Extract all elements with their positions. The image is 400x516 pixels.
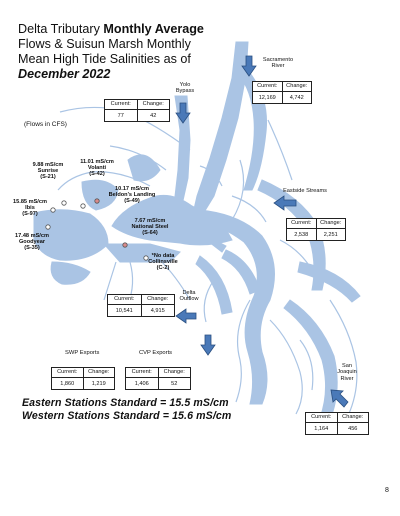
label-san-joaquin-river: San Joaquin River [337, 363, 357, 382]
station-label-s64: 7.67 mS/cm National Steel (S-64) [131, 218, 169, 237]
flow-box-eastside: Current: 2,538 Change: 2,251 [286, 218, 346, 241]
station-label-s42: 11.01 mS/cm Volanti (S-42) [80, 159, 114, 178]
label-swp-exports: SWP Exports [65, 350, 100, 356]
station-label-s21: 9.88 mS/cm Sunrise (S-21) [32, 162, 64, 181]
units-note: (Flows in CFS) [24, 121, 67, 128]
yolo-current: 77 [117, 113, 124, 119]
sanjoaquin-current: 1,164 [314, 426, 329, 432]
cvp-change: 52 [171, 381, 178, 387]
outflow-current: 10,541 [115, 308, 133, 314]
western-standard: Western Stations Standard = 15.6 mS/cm [22, 410, 232, 422]
label-delta-outflow: Delta Outflow [179, 290, 199, 303]
title-line1-prefix: Delta Tributary [18, 22, 104, 36]
label-eastside-streams: Eastside Streams [283, 188, 327, 194]
label-cvp-exports: CVP Exports [139, 350, 173, 356]
arrow-left-outflow [176, 309, 196, 323]
swp-change: 1,219 [91, 381, 106, 387]
station-marker-s35 [46, 225, 50, 229]
station-label-s97: 15.85 mS/cm Ibis (S-97) [13, 199, 47, 218]
station-marker-s42 [81, 204, 85, 208]
station-label-c2: *No data Collinsville (C-2) [148, 253, 178, 272]
title-line1-bold: Monthly Average [103, 22, 204, 36]
station-marker-s49 [95, 199, 99, 203]
eastern-standard: Eastern Stations Standard = 15.5 mS/cm [22, 397, 229, 409]
flow-box-cvp: Current: 1,406 Change: 52 [125, 367, 191, 390]
sacramento-current: 12,169 [258, 95, 276, 101]
flow-box-sacramento: Current: 12,169 Change: 4,742 [252, 81, 312, 104]
flow-box-outflow: Current: 10,541 Change: 4,915 [107, 294, 175, 317]
flow-box-sanjoaquin: Current: 1,164 Change: 456 [305, 412, 369, 435]
title-line3: Mean High Tide Salinities as of [18, 52, 191, 66]
sacramento-change: 4,742 [289, 95, 304, 101]
station-marker-s21 [62, 201, 66, 205]
page-number: 8 [385, 487, 389, 494]
eastside-change: 2,251 [323, 232, 338, 238]
sanjoaquin-change: 456 [348, 426, 358, 432]
station-label-s35: 17.48 mS/cm Goodyear (S-35) [15, 233, 49, 252]
title-line2: Flows & Suisun Marsh Monthly [18, 37, 191, 51]
station-label-s49: 10.17 mS/cm Beldon's Landing (S-49) [108, 186, 156, 205]
outflow-change: 4,915 [150, 308, 165, 314]
yolo-change: 42 [150, 113, 157, 119]
arrow-down-center [201, 335, 215, 355]
flow-box-yolo: Current: 77 Change: 42 [104, 99, 170, 122]
flow-box-swp: Current: 1,860 Change: 1,219 [51, 367, 115, 390]
station-marker-s64 [123, 243, 127, 247]
swp-current: 1,860 [60, 381, 75, 387]
title-date: December 2022 [18, 67, 111, 81]
station-marker-s97 [51, 208, 55, 212]
label-yolo-bypass: Yolo Bypass [175, 82, 195, 95]
map-title [18, 22, 218, 82]
label-sacramento-river: Sacramento River [262, 57, 294, 70]
cvp-current: 1,406 [134, 381, 149, 387]
eastside-current: 2,538 [294, 232, 309, 238]
